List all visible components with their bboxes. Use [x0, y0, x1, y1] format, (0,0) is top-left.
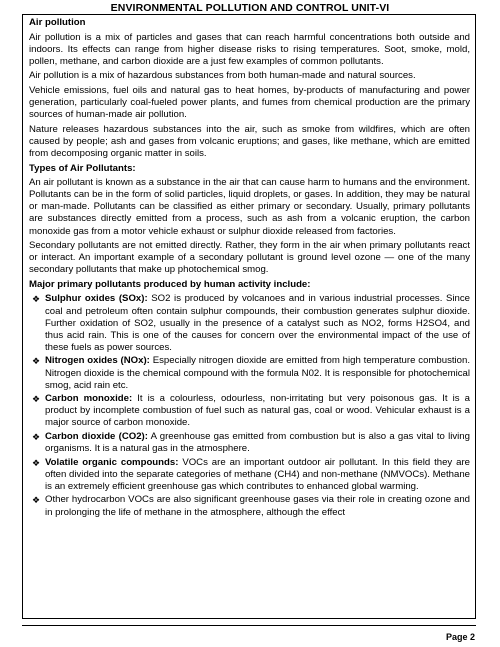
list-item [29, 457, 470, 493]
paragraph-6: Secondary pollutants are not emitted directly. Rather, they form in the air when primary pollutants react or interact. An important example of a secondary pollutant is ground level ozone — one of the many secondary pollutants that make up photochemical smog. [29, 240, 470, 276]
paragraph-3: Vehicle emissions, fuel oils and natural gas to heat homes, by-products of manufacturing and power generation, particularly coal-fueled power plants, and fumes from chemical production are the primary sources of human-made air pollution. [29, 84, 470, 121]
diamond-bullet-icon: ❖ [32, 432, 41, 442]
list-item [29, 494, 470, 518]
bullet-text: Other hydrocarbon VOCs are also significant greenhouse gases via their role in creating ozone and in prolonging the life of methane in the atmosphere, although the effect [45, 494, 470, 518]
page-header: ENVIRONMENTAL POLLUTION AND CONTROL UNIT-VI [110, 2, 390, 14]
bullet-text: A greenhouse gas emitted from combustion but is also a gas vital to living organisms. It is a natural gas in the atmosphere. [45, 431, 470, 455]
bullet-term: Volatile organic compounds: [45, 456, 179, 468]
diamond-bullet-icon: ❖ [32, 356, 41, 367]
page-number: Page 2 [445, 632, 475, 642]
content-frame [22, 14, 476, 619]
section-heading-air-pollution: Air pollution [29, 17, 86, 28]
bullet-text: SO2 is produced by volcanoes and in various industrial processes. Since coal and petroleum often contain sulphur compounds, their combustion generates sulphur dioxide. Further oxidation of SO2, usually in the presence of a catalyst such as NO2, forms H2SO4, and thus acid rain. This is one of the causes for concern over the environmental impact of the use of these fuels as power sources. [45, 293, 470, 353]
diamond-bullet-icon: ❖ [32, 457, 41, 468]
list-item [29, 293, 470, 353]
section-heading-major-pollutants: Major primary pollutants produced by human activity include: [29, 278, 311, 290]
paragraph-2: Air pollution is a mix of hazardous substances from both human-made and natural sources. [29, 70, 416, 82]
diamond-bullet-icon: ❖ [32, 495, 41, 506]
pollutant-list [29, 293, 470, 518]
list-item [29, 393, 470, 429]
paragraph-5: An air pollutant is known as a substance in the air that can cause harm to humans and the environment. Pollutants can be in the form of solid particles, liquid droplets, or gases. In addition, they may be natural or man-made. Pollutants can be classified as either primary or secondary. Usually, primary pollutants are substances directly emitted from a process, such as ash from a volcanic eruption, the carbon monoxide gas from a motor vehicle exhaust or sulphur dioxide released from factories. [29, 177, 470, 237]
bullet-text: Especially nitrogen dioxide are emitted from high temperature combustion. Nitrogen dioxide is the chemical compound with the formula N02. It is responsible for photochemical smog, acid rain etc. [45, 355, 470, 391]
bullet-text: It is a colourless, odourless, non-irritating but very poisonous gas. It is a product by incomplete combustion of fuel such as natural gas, coal or wood. Vehicular exhaust is a major source of carbon monoxide. [45, 393, 470, 429]
section-heading-types: Types of Air Pollutants: [29, 162, 136, 174]
bullet-term: Carbon monoxide: [45, 393, 133, 405]
diamond-bullet-icon: ❖ [32, 394, 41, 405]
paragraph-1: Air pollution is a mix of particles and gases that can reach harmful concentrations both outside and indoors. Its effects can range from higher disease risks to rising temperatures. Soot, smoke, mold, pollen, methane, and carbon dioxide are a just few examples of common pollutants. [29, 31, 470, 67]
paragraph-4: Nature releases hazardous substances into the air, such as smoke from wildfires, which are often caused by people; ash and gases from volcanic eruptions; and gases, like methane, which are emitted from decomposing organic matter in soils. [29, 123, 470, 159]
bullet-text: VOCs are an important outdoor air pollutant. In this field they are often divided into the separate categories of methane (CH4) and non-methane (NMVOCs). Methane is an extremely efficient greenhouse gas which contributes to enhanced global warming. [45, 456, 470, 492]
bullet-term: Sulphur oxides (SOx): [45, 293, 148, 305]
list-item [29, 355, 470, 391]
diamond-bullet-icon: ❖ [32, 294, 41, 305]
bullet-term: Nitrogen oxides (NOx): [45, 355, 150, 367]
list-item [29, 431, 470, 455]
bullet-term: Carbon dioxide (CO2): [45, 431, 148, 442]
footer-divider [22, 625, 476, 626]
